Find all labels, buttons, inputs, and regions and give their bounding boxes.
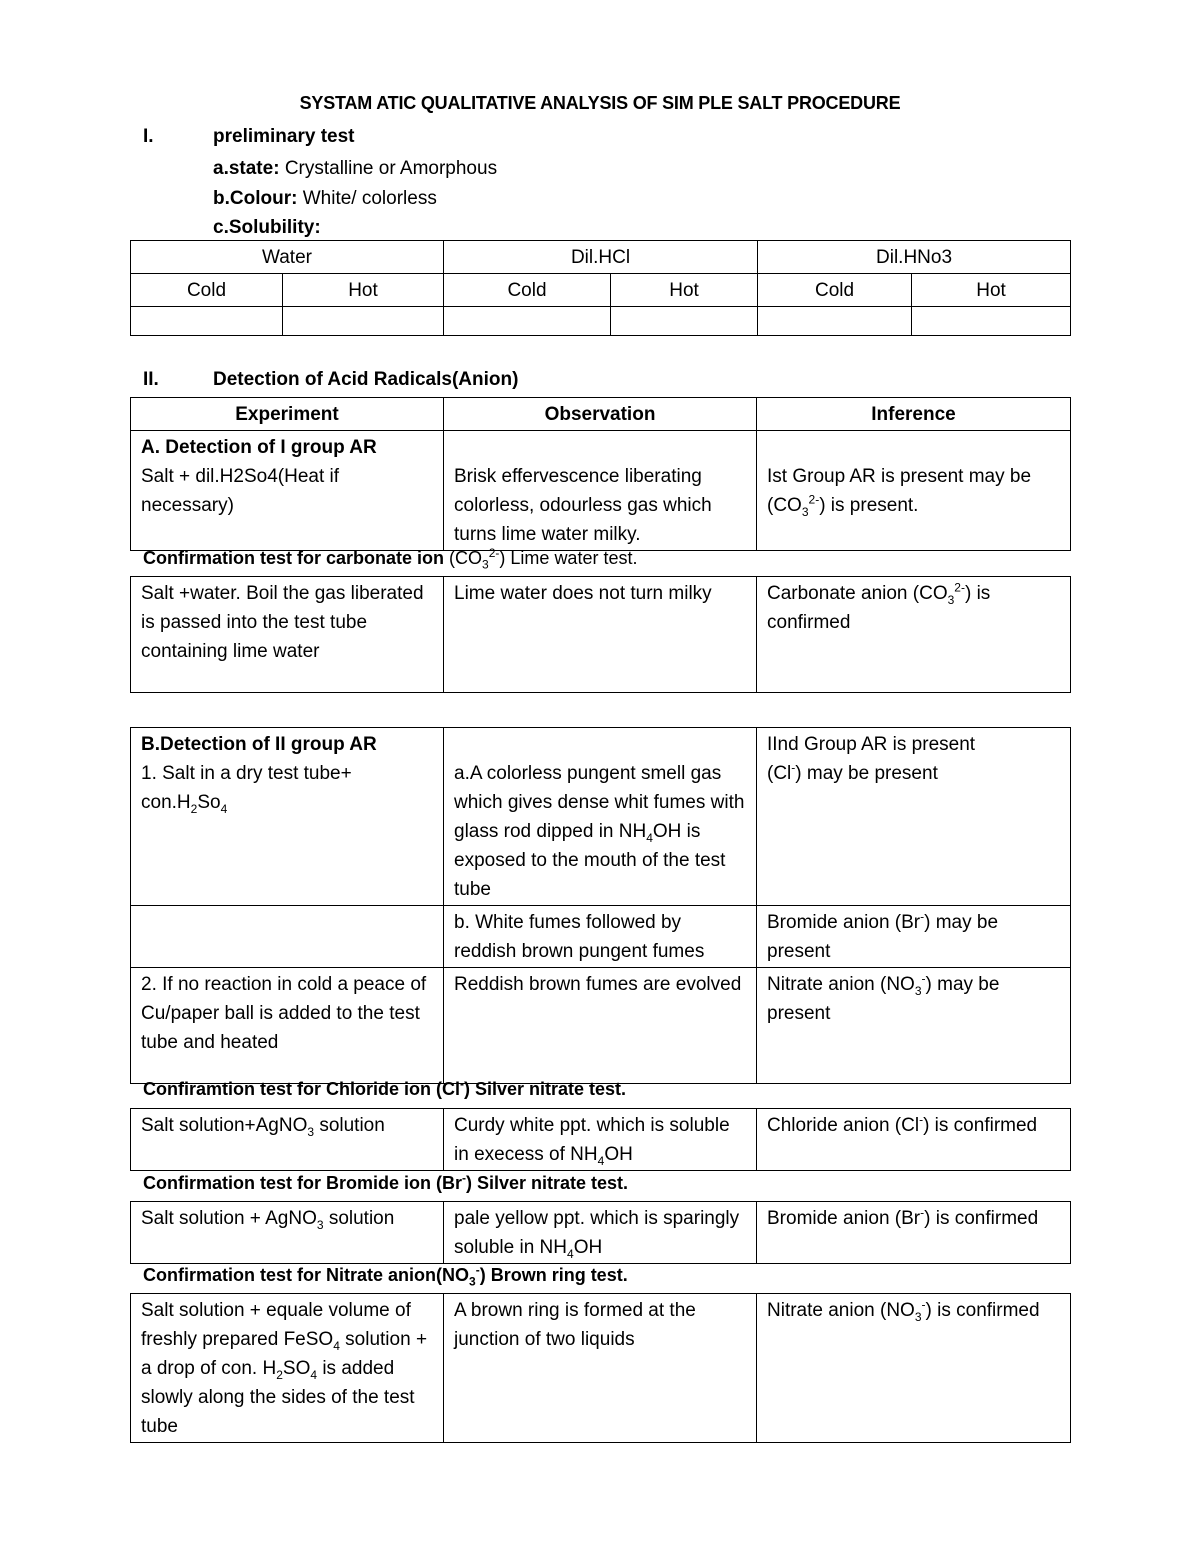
table-row	[131, 728, 1071, 906]
bromide-inference: Bromide anion (Br-) is confirmed	[757, 1202, 1071, 1264]
sub-header: Hot	[283, 274, 444, 307]
solubility-header-row	[131, 241, 1071, 274]
blank-cell	[611, 307, 758, 336]
section-1-heading: preliminary test	[213, 126, 355, 147]
carbonate-confirm-table	[130, 576, 1071, 693]
group-b-observation-b: b. White fumes followed by reddish brown pungent fumes	[444, 906, 757, 968]
colour-line	[213, 188, 437, 210]
blank-cell	[444, 307, 611, 336]
carbonate-inference: Carbonate anion $(CO_3^{2-})$ is confirmed	[757, 577, 1071, 693]
group-a-inference: Ist Group AR is present may be $(CO_3^{2-})$ is present.	[767, 466, 1032, 519]
blank-cell	[283, 307, 444, 336]
section-1-number: I.	[143, 126, 154, 147]
inference-cell	[757, 431, 1071, 551]
sub-header: Cold	[758, 274, 912, 307]
blank-cell	[131, 906, 444, 968]
header-observation: Observation	[444, 398, 757, 431]
state-value: Crystalline or Amorphous	[284, 158, 498, 179]
sub-header: Hot	[611, 274, 758, 307]
table-row	[131, 968, 1071, 1084]
chloride-inference: Chloride anion (Cl-) is confirmed	[757, 1109, 1071, 1171]
sub-header: Cold	[131, 274, 283, 307]
chloride-confirm-heading: Confiramtion test for Chloride ion (Cl-) Silver nitrate test.	[143, 1077, 627, 1099]
page-title: SYSTAM ATIC QUALITATIVE ANALYSIS OF SIM PLE SALT PROCEDURE	[299, 93, 901, 113]
state-line	[213, 158, 497, 180]
group-b-inference-2: Nitrate anion $(NO_3^-)$ may be present	[757, 968, 1071, 1084]
chloride-confirm-table	[130, 1108, 1071, 1171]
group-b-experiment	[131, 728, 444, 906]
nitrate-experiment: Salt solution + equale volume of freshly prepared FeSO$_4$ solution + a drop of con. $H_2SO_4$ is added slowly along the sides of the test tube	[131, 1294, 444, 1443]
blank-cell	[131, 307, 283, 336]
experiment-cell	[131, 431, 444, 551]
group-b-title: B.Detection of II group AR	[141, 734, 377, 755]
nitrate-observation: A brown ring is formed at the junction of two liquids	[444, 1294, 757, 1443]
group-b-experiment-2: 2. If no reaction in cold a peace of Cu/paper ball is added to the test tube and heated	[131, 968, 444, 1084]
blank-cell	[758, 307, 912, 336]
group-b-observation-a: a.A colorless pungent smell gas which gives dense whit fumes with glass rod dipped in $NH_4OH$ is exposed to the mouth of the test tube	[444, 728, 757, 906]
group-b-inference-a: IInd Group AR is present (Cl-) may be present	[757, 728, 1071, 906]
table-row	[131, 906, 1071, 968]
table-row	[131, 1202, 1071, 1264]
nitrate-inference: Nitrate anion $(NO_3^-)$ is confirmed	[757, 1294, 1071, 1443]
bromide-confirm-heading: Confirmation test for Bromide ion (Br-) Silver nitrate test.	[143, 1171, 629, 1193]
group-b-inference-b: Bromide anion (Br-) may be present	[757, 906, 1071, 968]
state-label: a.state:	[213, 158, 280, 179]
group-b-exp1: 1. Salt in a dry test tube+ $con.H_2So_4$	[141, 763, 352, 816]
solubility-blank-row	[131, 307, 1071, 336]
table-row	[131, 431, 1071, 551]
nitrate-confirm-table	[130, 1293, 1071, 1443]
group-a-title: A. Detection of I group AR	[141, 437, 377, 458]
header-experiment: Experiment	[131, 398, 444, 431]
sub-header: Hot	[912, 274, 1071, 307]
solubility-label: c.Solubility:	[213, 217, 321, 238]
carbonate-confirm-heading: Confirmation test for carbonate ion $(CO_3^{2-})$ Lime water test.	[143, 546, 638, 572]
table-row	[131, 577, 1071, 693]
bromide-experiment: Salt solution + AgNO$_3$ solution	[131, 1202, 444, 1264]
header-inference: Inference	[757, 398, 1071, 431]
colour-label: b.Colour:	[213, 188, 298, 209]
solubility-table	[130, 240, 1071, 336]
nitrate-confirm-heading: Confirmation test for Nitrate $anion(NO_3^-)$ Brown ring test.	[143, 1263, 628, 1289]
table-header-row	[131, 398, 1071, 431]
table-row	[131, 1294, 1071, 1443]
group-a-experiment: Salt + dil.H2So4(Heat if necessary)	[141, 466, 340, 516]
solvent-dil-hno3: Dil.HNo3	[758, 241, 1071, 274]
group-a-observation: Brisk effervescence liberating colorless, odourless gas which turns lime water milky.	[454, 466, 712, 545]
section-2-heading: Detection of Acid Radicals(Anion)	[213, 369, 519, 390]
table-row	[131, 1109, 1071, 1171]
chloride-experiment: Salt solution+AgNO$_3$ solution	[131, 1109, 444, 1171]
group-b-observation-2: Reddish brown fumes are evolved	[444, 968, 757, 1084]
bromide-confirm-table	[130, 1201, 1071, 1264]
section-2-number: II.	[143, 369, 159, 390]
bromide-observation: pale yellow ppt. which is sparingly soluble in $NH_4OH$	[444, 1202, 757, 1264]
sub-header: Cold	[444, 274, 611, 307]
group-b-table	[130, 727, 1071, 1084]
solvent-dil-hcl: Dil.HCl	[444, 241, 758, 274]
carbonate-observation: Lime water does not turn milky	[444, 577, 757, 693]
solvent-water: Water	[131, 241, 444, 274]
carbonate-experiment: Salt +water. Boil the gas liberated is passed into the test tube containing lime water	[131, 577, 444, 693]
solubility-sub-row	[131, 274, 1071, 307]
colour-value: White/ colorless	[302, 188, 437, 209]
group-a-table	[130, 397, 1071, 551]
chloride-observation: Curdy white ppt. which is soluble in execess of $NH_4OH$	[444, 1109, 757, 1171]
observation-cell	[444, 431, 757, 551]
blank-cell	[912, 307, 1071, 336]
